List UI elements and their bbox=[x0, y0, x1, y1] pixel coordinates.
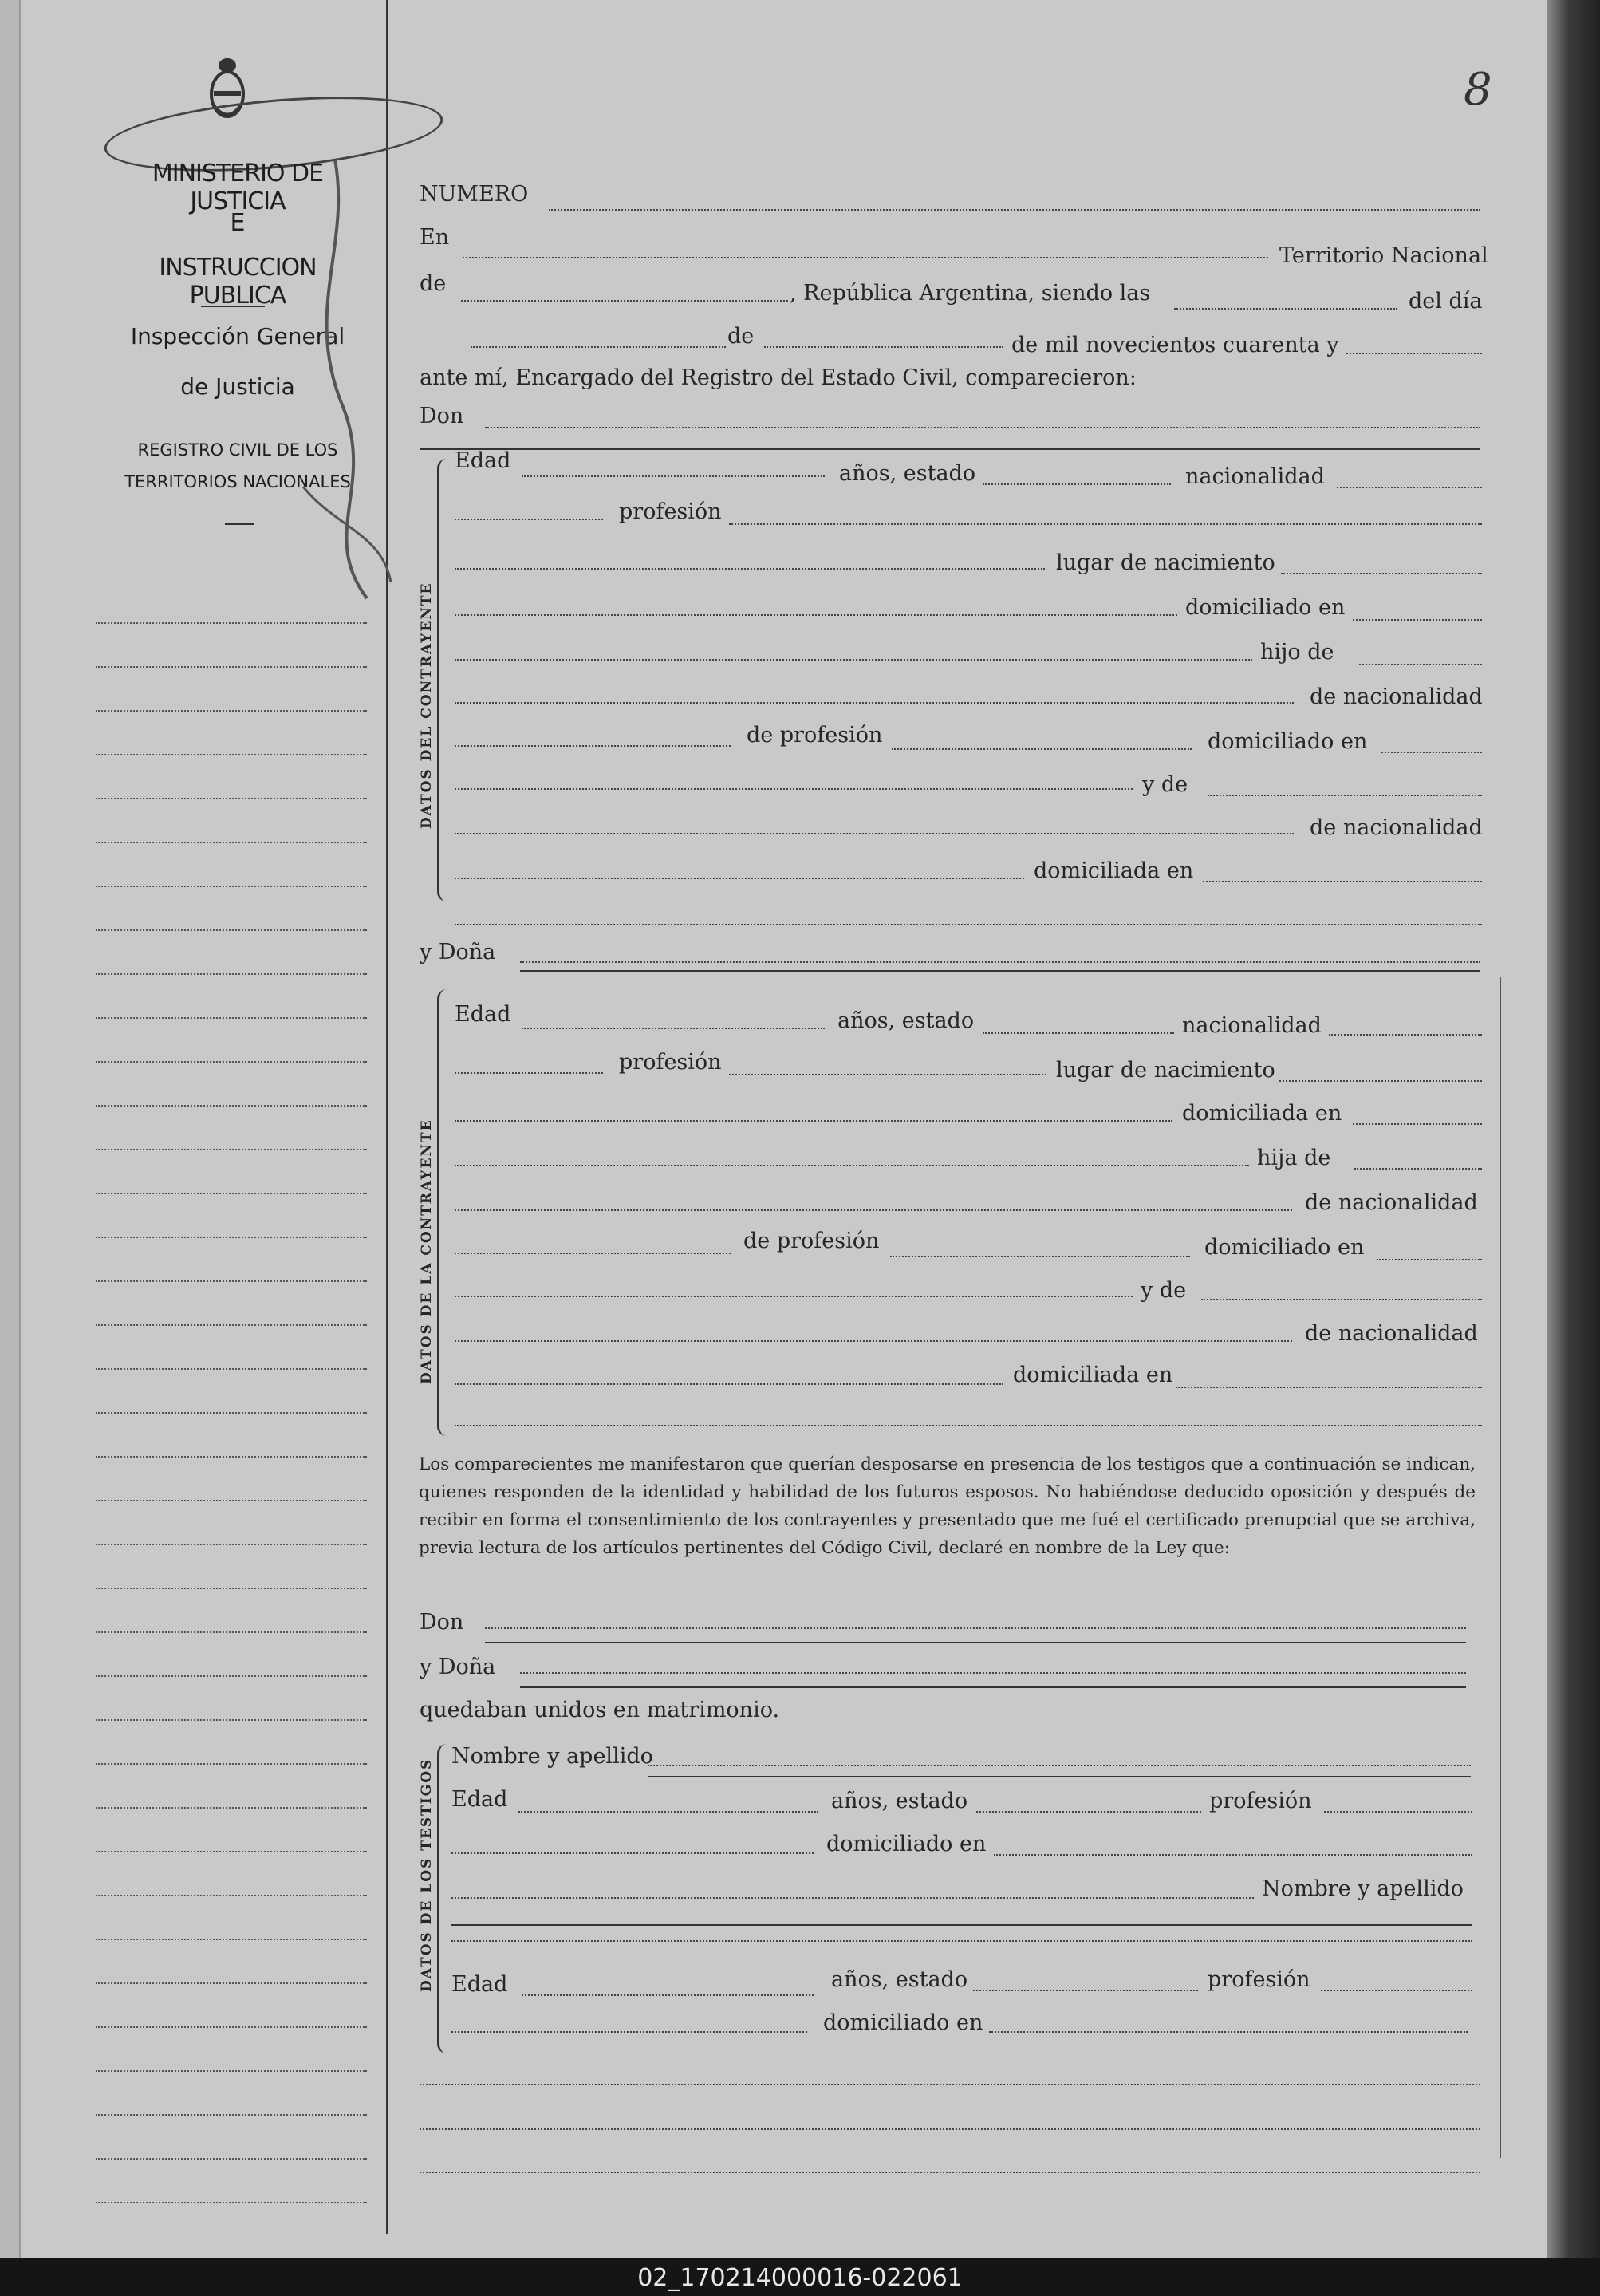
bottom-line-3[interactable] bbox=[420, 2172, 1480, 2173]
t-dom1-line[interactable] bbox=[994, 1854, 1472, 1856]
book-binding-edge bbox=[1547, 0, 1600, 2258]
f-line-7[interactable] bbox=[455, 1383, 1003, 1385]
y-dona-label: y Doña bbox=[420, 940, 496, 965]
c-domiciliada-line[interactable] bbox=[1203, 881, 1482, 882]
f-pre-profesion-line[interactable] bbox=[455, 1072, 603, 1074]
c-domiciliado2-line[interactable] bbox=[1381, 752, 1482, 753]
mes-line[interactable] bbox=[764, 346, 1003, 348]
t-nombre2-line[interactable] bbox=[451, 1940, 1472, 1942]
f-hija-line[interactable] bbox=[1354, 1168, 1482, 1170]
f-nacionalidad-line[interactable] bbox=[1329, 1034, 1482, 1036]
union-don-rule bbox=[485, 1642, 1466, 1643]
union-don-line[interactable] bbox=[485, 1627, 1466, 1629]
c-edad-label: Edad bbox=[455, 448, 511, 473]
f-domiciliada2-line[interactable] bbox=[1176, 1387, 1482, 1388]
c-line-6[interactable] bbox=[455, 788, 1133, 790]
t-dom2-line[interactable] bbox=[989, 2031, 1468, 2033]
stamp-territorios: TERRITORIOS NACIONALES bbox=[124, 472, 351, 491]
t-prof1-label: profesión bbox=[1209, 1789, 1312, 1813]
quedaban-label: quedaban unidos en matrimonio. bbox=[420, 1698, 780, 1722]
f-line-8[interactable] bbox=[455, 1425, 1482, 1426]
t-anos1-label: años, estado bbox=[831, 1789, 968, 1813]
stamp-divider bbox=[201, 306, 265, 307]
f-line-3[interactable] bbox=[455, 1209, 1292, 1211]
f-nacionalidad-label: nacionalidad bbox=[1182, 1013, 1322, 1038]
t-edad1-label: Edad bbox=[451, 1787, 508, 1812]
contrayente-bracket bbox=[437, 459, 454, 901]
territorio-label: Territorio Nacional bbox=[1279, 243, 1488, 268]
c-de-prof-label: de profesión bbox=[747, 723, 883, 748]
right-margin-rule bbox=[1500, 977, 1501, 2158]
t-nombre2-label: Nombre y apellido bbox=[1262, 1876, 1464, 1901]
t-dom2-label: domiciliado en bbox=[823, 2010, 983, 2035]
stamp-e: E bbox=[230, 209, 246, 237]
numero-line[interactable] bbox=[549, 209, 1480, 211]
c-estado-line[interactable] bbox=[983, 483, 1171, 485]
t-prof2-label: profesión bbox=[1208, 1967, 1310, 1992]
t-dom1-label: domiciliado en bbox=[826, 1832, 987, 1856]
republica-label: , República Argentina, siendo las bbox=[790, 281, 1151, 306]
f-lugar-line[interactable] bbox=[1279, 1080, 1482, 1082]
de-label: de bbox=[420, 271, 447, 296]
contrayenta-vlabel: DATOS DE LA CONTRAYENTE bbox=[419, 1118, 435, 1384]
c-hijo-line[interactable] bbox=[1359, 664, 1482, 665]
t-prof1-line[interactable] bbox=[1324, 1811, 1472, 1813]
c-hijo-label: hijo de bbox=[1260, 640, 1334, 665]
c-lugar-line[interactable] bbox=[1281, 573, 1482, 574]
mil-label: de mil novecientos cuarenta y bbox=[1011, 333, 1339, 357]
c-profesion-line[interactable] bbox=[729, 523, 1482, 525]
c-domiciliado-label: domiciliado en bbox=[1185, 595, 1346, 620]
c-line-2[interactable] bbox=[455, 614, 1177, 616]
en-line[interactable] bbox=[463, 257, 1268, 258]
f-de-prof-line[interactable] bbox=[890, 1256, 1190, 1257]
f-domiciliado-label: domiciliado en bbox=[1204, 1235, 1365, 1260]
de-line[interactable] bbox=[461, 300, 788, 302]
f-de-nac2-label: de nacionalidad bbox=[1305, 1321, 1478, 1346]
stamp-inspeccion: Inspección General bbox=[130, 323, 345, 349]
image-code: 02_170214000016-022061 bbox=[637, 2264, 963, 2292]
f-line-5[interactable] bbox=[455, 1296, 1133, 1297]
en-label: En bbox=[420, 225, 450, 250]
c-line-4[interactable] bbox=[455, 702, 1294, 704]
f-hija-label: hija de bbox=[1257, 1146, 1331, 1170]
c-domiciliado2-label: domiciliado en bbox=[1208, 729, 1368, 754]
t-pre-dom1-line[interactable] bbox=[451, 1852, 814, 1854]
f-line-2[interactable] bbox=[455, 1165, 1249, 1166]
contrayente-vlabel: DATOS DEL CONTRAYENTE bbox=[419, 582, 435, 829]
f-domiciliada2-label: domiciliada en bbox=[1013, 1363, 1173, 1387]
c-y-de-label: y de bbox=[1142, 772, 1188, 797]
c-line-5[interactable] bbox=[455, 745, 731, 747]
c-line-3[interactable] bbox=[455, 659, 1252, 661]
c-domiciliada-label: domiciliada en bbox=[1034, 858, 1194, 883]
y-dona-rule bbox=[520, 970, 1480, 972]
de2-label: de bbox=[727, 324, 755, 349]
c-pre-profesion-line[interactable] bbox=[455, 519, 603, 520]
f-line-1[interactable] bbox=[455, 1120, 1172, 1122]
t-edad2-label: Edad bbox=[451, 1972, 508, 1997]
testigos-vlabel: DATOS DE LOS TESTIGOS bbox=[419, 1758, 435, 1992]
t-edad2-line[interactable] bbox=[522, 1994, 814, 1996]
c-lugar-label: lugar de nacimiento bbox=[1056, 550, 1275, 575]
f-line-4[interactable] bbox=[455, 1253, 731, 1254]
stamp-de-justicia: de Justicia bbox=[180, 373, 295, 400]
f-de-prof-label: de profesión bbox=[743, 1229, 880, 1253]
t-estado1-line[interactable] bbox=[976, 1811, 1201, 1813]
c-nacionalidad-label: nacionalidad bbox=[1185, 464, 1325, 489]
f-edad-label: Edad bbox=[455, 1002, 511, 1027]
f-profesion-label: profesión bbox=[619, 1050, 722, 1075]
t-nombre1-rule bbox=[648, 1776, 1471, 1777]
f-line-6[interactable] bbox=[455, 1340, 1292, 1342]
don-label: Don bbox=[420, 404, 464, 428]
bottom-line-2[interactable] bbox=[420, 2128, 1480, 2130]
c-de-nac2-label: de nacionalidad bbox=[1310, 815, 1483, 840]
contrayenta-bracket bbox=[437, 989, 454, 1436]
anio-line[interactable] bbox=[1346, 353, 1482, 354]
del-dia-label: del día bbox=[1409, 289, 1483, 314]
c-line-9[interactable] bbox=[455, 924, 1482, 925]
f-domiciliado-line[interactable] bbox=[1377, 1259, 1482, 1260]
previous-page-edge bbox=[0, 0, 21, 2258]
bottom-line-1[interactable] bbox=[420, 2084, 1480, 2085]
dia-line[interactable] bbox=[471, 346, 726, 348]
f-y-de-line[interactable] bbox=[1201, 1299, 1482, 1300]
t-pre-nombre2-line[interactable] bbox=[451, 1897, 1254, 1899]
f-edad-line[interactable] bbox=[522, 1028, 825, 1029]
t-pre-dom2-line[interactable] bbox=[451, 2031, 807, 2033]
c-line-7[interactable] bbox=[455, 833, 1294, 834]
don-rule bbox=[420, 448, 1480, 450]
t-nombre1-label: Nombre y apellido bbox=[451, 1744, 653, 1769]
stamp-ministry: MINISTERIO DE JUSTICIA bbox=[152, 160, 324, 215]
f-anos-label: años, estado bbox=[837, 1008, 975, 1033]
f-estado-line[interactable] bbox=[983, 1032, 1174, 1034]
stamp-registro: REGISTRO CIVIL DE LOS bbox=[137, 440, 338, 460]
union-dona-label: y Doña bbox=[420, 1655, 496, 1679]
t-nombre2-rule bbox=[451, 1924, 1472, 1926]
t-prof2-line[interactable] bbox=[1321, 1990, 1472, 1991]
y-dona-line[interactable] bbox=[520, 961, 1480, 963]
page-number: 8 bbox=[1464, 64, 1492, 116]
f-lugar-label: lugar de nacimiento bbox=[1056, 1058, 1275, 1083]
union-dona-rule bbox=[520, 1686, 1466, 1688]
declaration-paragraph: Los comparecientes me manifestaron que querían desposarse en presencia de los testigos que a continuación se indican, quienes responden de la identidad y habilidad de los futuros esposos. No habiéndose deducido oposición y después de recibir en forma el consentimiento de los contrayentes y presentado que me fué el certificado prenupcial que se archiva, previa lectura de los artículos pertinentes del Código Civil, declaré en nombre de la Ley que: bbox=[419, 1454, 1476, 1558]
f-y-de-label: y de bbox=[1141, 1278, 1187, 1303]
c-anos-label: años, estado bbox=[839, 461, 976, 486]
union-dona-line[interactable] bbox=[520, 1672, 1466, 1674]
c-y-de-line[interactable] bbox=[1208, 795, 1482, 796]
ante-label: ante mí, Encargado del Registro del Estado Civil, comparecieron: bbox=[420, 365, 1137, 390]
c-domiciliado-line[interactable] bbox=[1353, 619, 1482, 621]
f-domiciliada-label: domiciliada en bbox=[1182, 1101, 1342, 1126]
c-nacionalidad-line[interactable] bbox=[1337, 487, 1482, 488]
don-line[interactable] bbox=[485, 427, 1480, 428]
c-de-nac-label: de nacionalidad bbox=[1310, 684, 1483, 709]
c-line-1[interactable] bbox=[455, 568, 1045, 570]
c-de-prof-line[interactable] bbox=[892, 748, 1192, 750]
f-de-nac-label: de nacionalidad bbox=[1305, 1190, 1478, 1215]
t-anos2-label: años, estado bbox=[831, 1967, 968, 1992]
siendo-las-line[interactable] bbox=[1174, 308, 1397, 310]
t-nombre1-line[interactable] bbox=[648, 1765, 1471, 1766]
f-domiciliada-line[interactable] bbox=[1353, 1123, 1482, 1125]
c-edad-line[interactable] bbox=[522, 475, 825, 477]
union-don-label: Don bbox=[420, 1610, 464, 1635]
c-line-8[interactable] bbox=[455, 878, 1024, 879]
t-edad1-line[interactable] bbox=[518, 1811, 818, 1813]
c-profesion-label: profesión bbox=[619, 499, 722, 524]
stamp-divider-2 bbox=[225, 523, 254, 525]
f-profesion-line[interactable] bbox=[729, 1074, 1046, 1075]
t-estado2-line[interactable] bbox=[973, 1990, 1198, 1991]
numero-label: NUMERO bbox=[420, 182, 529, 207]
signature-icon bbox=[287, 152, 399, 622]
stamp-instruccion: INSTRUCCION PUBLICA bbox=[159, 254, 317, 310]
